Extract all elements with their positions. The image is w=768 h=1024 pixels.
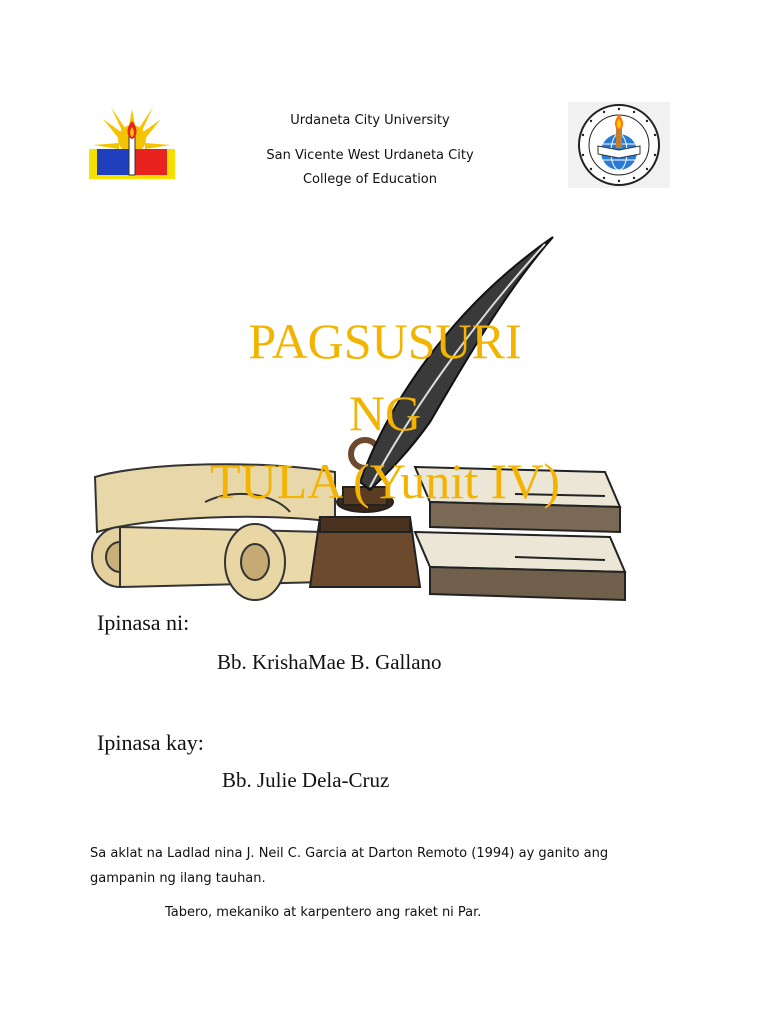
body-text-line-2: gampanin ng ilang tauhan.	[90, 871, 266, 886]
university-seal-left-logo	[89, 101, 175, 179]
document-title-line-3: TULA (Yunit IV)	[210, 453, 560, 509]
submitted-by-name: Bb. KrishaMae B. Gallano	[217, 650, 442, 674]
university-address: San Vicente West Urdaneta City	[266, 148, 474, 163]
college-of-education-logo	[568, 102, 670, 188]
college-name: College of Education	[302, 172, 438, 187]
body-text-line-3: Tabero, mekaniko at karpentero ang raket ni Par.	[165, 905, 482, 920]
document-title-line-1: PAGSUSURI	[248, 313, 522, 369]
university-name: Urdaneta City University	[290, 113, 450, 128]
body-text-line-1: Sa aklat na Ladlad nina J. Neil C. Garcia at Darton Remoto (1994) ay ganito ang	[90, 846, 609, 861]
submitted-to-name: Bb. Julie Dela-Cruz	[222, 768, 390, 792]
document-title-line-2: NG	[348, 385, 422, 441]
submitted-to-label: Ipinasa kay:	[97, 730, 204, 755]
submitted-by-label: Ipinasa ni:	[97, 610, 190, 635]
